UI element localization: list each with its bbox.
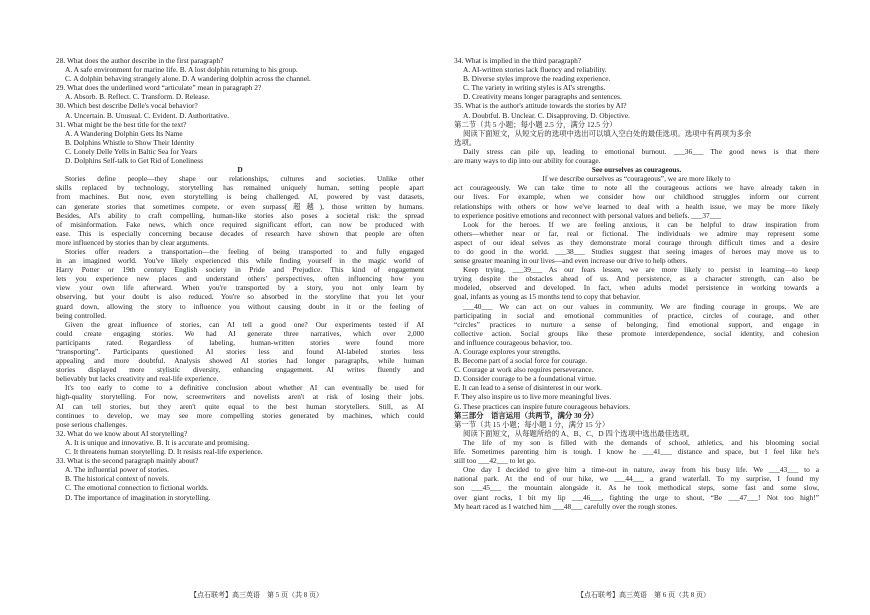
- text-line: to do good in the world. ___38___ Studies suggest that seeing images of heroes may move us to: [454, 246, 819, 256]
- text-line: believably but lacks creativity and real-life experience.: [56, 374, 219, 384]
- text-line: being controlled.: [56, 310, 107, 320]
- text-line: continues to develop, we may see more compelling stories generated by machines, which could: [56, 410, 424, 420]
- text-line: 28. What does the author describe in the first paragraph?: [56, 56, 224, 65]
- text-line: are many ways to dip into our ability for courage.: [454, 156, 601, 166]
- text-line: could create engaging stories. We had AI generate three narratives, which over 2,000: [56, 328, 424, 338]
- text-line: 35. What is the author's attitude towards the stories by AI?: [454, 101, 627, 111]
- text-line: of misinformation. Fake news, which once required significant effort, can now be produced with: [56, 219, 424, 229]
- text-line: to experience positive emotions and reconnect with personal values and beliefs. ___37___: [454, 210, 721, 220]
- text-line: trying despite the obstacles ahead of us. And persistence, as a character strength, can also be: [454, 274, 819, 284]
- text-line: more influenced by stories than by clear arguments.: [56, 237, 209, 247]
- text-line: 30. Which best describe Delle's vocal behavior?: [56, 101, 198, 111]
- text-line: sense greater meaning in our lives—and even increase our drive to help others.: [454, 256, 688, 266]
- page-footer-left: 【点石联考】高三英语 第 5 页（共 8 页）: [190, 591, 323, 599]
- text-line: Keep trying. ___39___ As our fears lessen, we are more likely to persist in learning—to keep: [463, 265, 819, 275]
- text-line: B. Dolphins Whistle to Show Their Identity: [65, 137, 195, 147]
- text-line: C. A dolphin behaving strangely alone. D. A wandering dolphin across the channel.: [65, 74, 311, 84]
- text-line: A. A safe environment for marine life. B. A lost dolphin returning to his group.: [65, 65, 298, 75]
- text-line: C. Lonely Delle Yells in Baltic Sea for Years: [65, 146, 197, 156]
- text-line: C. The variety in writing styles is AI's strengths.: [463, 83, 606, 93]
- text-line: D. Consider courage to be a foundational virtue.: [454, 374, 597, 384]
- text-line: 第二节（共 5 小题；每小题 2.5 分，满分 12.5 分）: [454, 119, 617, 129]
- text-line: A. A Wandering Dolphin Gets Its Name: [65, 128, 183, 138]
- text-line: AI can tell stories, but they aren't quite equal to the best human storytellers. Still, as AI: [56, 401, 424, 411]
- text-line: My heart raced as I watched him ___48___ carefully over the rough stones.: [454, 501, 678, 511]
- text-line: participating in social and emotional communities of practice, circles of courage, and other: [454, 310, 819, 320]
- text-line: Besides, AI's ability to craft compelling, human-like stories also poses a societal risk: the spread: [56, 210, 424, 220]
- text-line: lets you experience new places and understand others' perspectives, often influencing how you: [56, 274, 424, 284]
- text-line: aspect of our ideal selves as they demonstrate moral courage through difficult times and a desire: [454, 237, 819, 247]
- text-line: G. These practices can inspire future courageous behaviors.: [454, 401, 631, 411]
- text-line: One day I decided to give him a time-out in nature, away from his busy life. We ___43___ to a: [463, 465, 819, 475]
- text-line: observing, but your doubt is also reduced. You're so absorbed in the storyline that you let your: [56, 292, 424, 302]
- text-line: 阅读下面短文，从每题所给的 A、B、C、D 四个选项中选出最佳选项。: [463, 428, 695, 438]
- text-line: It's too early to come to a definitive conclusion about whether AI can eventually be used for: [65, 383, 424, 393]
- text-line: 第三部分 语言运用（共两节，满分 30 分）: [454, 410, 599, 420]
- text-line: national park. At the end of our hike, we ___44___ a grand waterfall. To my surprise, I found my: [454, 474, 819, 484]
- text-line: life. Sometimes parenting him is tough. I know he ___41___ distance and space, but I feel like he's: [454, 447, 819, 457]
- text-line: B. Diverse styles improve the reading experience.: [463, 74, 611, 84]
- text-line: “circles” practices to nurture a sense of belonging, find emotional support, and engage in: [454, 319, 819, 329]
- text-line: F. They also inspire us to live more meaningful lives.: [454, 392, 612, 402]
- text-line: C. The emotional connection to fictional worlds.: [65, 483, 209, 493]
- text-line: A. Uncertain. B. Unusual. C. Evident. D. Authoritative.: [65, 110, 230, 120]
- text-line: A. AI-written stories lack fluency and reliability.: [463, 65, 607, 75]
- text-line: Stories define people—they shape our relationships, cultures and societies. Unlike other: [65, 174, 424, 184]
- text-line: collective action. Social groups like these promote interdependence, social identity, and cohesion: [454, 328, 819, 338]
- text-line: D. Creativity means longer paragraphs and sentences.: [463, 92, 622, 102]
- text-line: B. Become part of a social force for courage.: [454, 356, 587, 366]
- text-line: B. The historical context of novels.: [65, 474, 169, 484]
- text-line: 选项。: [454, 137, 477, 147]
- text-line: and influence courageous behavior, too.: [454, 337, 572, 347]
- text-line: relationships with others or how we've learned to deal with a health issue, we may be more likely: [454, 201, 819, 211]
- text-line: ease. This is especially concerning because decades of research have shown that people are often: [56, 228, 424, 238]
- text-line: son ___45___ the mountain alongside it. As he took methodical steps, some fast and some slow,: [454, 483, 819, 493]
- text-line: pose serious challenges.: [56, 419, 128, 429]
- text-line: 32. What do we know about AI storytelling?: [56, 428, 188, 438]
- text-line: still too ___42___ to let go.: [454, 456, 536, 466]
- text-line: Look for the heroes. If we are feeling anxious, it can be helpful to draw inspiration from: [463, 219, 819, 229]
- text-line: D: [237, 165, 243, 175]
- text-line: view your own life afterward. When you're transported by a story, you not only learn by: [56, 283, 424, 293]
- text-line: 31. What might be the best title for the text?: [56, 119, 187, 129]
- text-line: See ourselves as courageous.: [591, 165, 682, 175]
- text-line: D. The importance of imagination in storytelling.: [65, 492, 211, 502]
- text-line: 29. What does the underlined word “articulate” mean in paragraph 2?: [56, 83, 262, 93]
- text-line: guard down, allowing the story to influence you without causing doubt in it or the feeling of: [56, 301, 424, 311]
- text-line: The life of my son is filled with the demands of school, athletics, and his blooming social: [463, 437, 819, 447]
- text-line: stories displayed more stylistic diversity, enhancing engagement. AI writes fluently and: [56, 365, 424, 375]
- text-line: A. It is unique and innovative. B. It is accurate and promising.: [65, 437, 250, 447]
- text-line: modeled, observed and developed. In fact, when adults model persistence in working towards a: [454, 283, 819, 293]
- text-line: over giant rocks, I bit my lip ___46___, fighting the urge to shout, “Be ___47___! Not too high!”: [454, 492, 819, 502]
- page-footer-right: 【点石联考】高三英语 第 6 页（共 8 页）: [577, 591, 710, 599]
- text-line: act courageously. We can take time to note all the courageous actions we have already taken in: [454, 183, 819, 193]
- text-line: participants rated. Regardless of labeling, human-written stories were found more: [56, 337, 424, 347]
- text-line: A. Doubtful. B. Unclear. C. Disapproving. D. Objective.: [463, 110, 630, 120]
- right-column: [454, 56, 819, 511]
- text-line: can generate stories that sometimes compete, or even surpass(超越), those written by humans.: [56, 201, 424, 211]
- text-line: from machines. But now, even storytelling is being challenged. AI, powered by vast datasets,: [56, 192, 424, 202]
- text-line: A. The influential power of stories.: [65, 465, 169, 475]
- text-line: C. It threatens human storytelling. D. It resists real-life experience.: [65, 447, 263, 457]
- left-column: [56, 56, 424, 502]
- text-line: E. It can lead to a sense of disinterest in our work.: [454, 383, 602, 393]
- text-line: in an imagined world. You've likely experienced this while finding yourself in the magic world of: [56, 256, 424, 266]
- text-line: high-quality storytelling. For now, screenwriters and novelists aren't at risk of losing their jobs.: [56, 392, 424, 402]
- text-line: Daily stress can pile up, leading to emotional burnout. ___36___ The good news is that there: [463, 146, 819, 156]
- text-line: ___40___ We can act on our values in community. We are finding courage in groups. We are: [463, 301, 819, 311]
- text-line: 第一节（共 15 小题；每小题 1 分，满分 15 分）: [454, 419, 610, 429]
- text-line: C. Courage at work also requires perseverance.: [454, 365, 594, 375]
- text-line: A. Courage explores your strengths.: [454, 347, 561, 356]
- text-line: 33. What is the second paragraph mainly about?: [56, 456, 199, 466]
- text-line: “transporting”. Participants questioned AI stories less and found AI-labeled stories less: [56, 347, 424, 356]
- text-line: others—whether near or far, real or fictional. The individuals we admire may represent some: [454, 228, 819, 238]
- text-line: If we describe ourselves as “courageous”, we are more likely to: [542, 174, 731, 184]
- text-line: appealing and more doubtful. Analysis showed AI stories had longer paragraphs, while human: [56, 356, 424, 366]
- text-line: 34. What is implied in the third paragraph?: [454, 56, 582, 65]
- text-line: skills replaced by technology, storytelling has remained uniquely human, setting people apart: [56, 183, 424, 193]
- text-line: Given the great influence of stories, can AI tell a good one? Our experiments tested if AI: [65, 319, 424, 329]
- text-line: 阅读下面短文，从短文后的选项中选出可以填入空白处的最佳选项。选项中有两项为多余: [463, 128, 752, 138]
- text-line: our lives. For example, when we consider how our childhood struggles inform our current: [454, 192, 819, 202]
- text-line: goal, infants as young as 15 months tend to copy that behavior.: [454, 292, 641, 302]
- text-line: A. Absorb. B. Reflect. C. Transform. D. Release.: [65, 92, 210, 102]
- text-line: D. Dolphins Self-talk to Get Rid of Loneliness: [65, 156, 203, 166]
- text-line: Stories offer readers a transportation—the feeling of being transported to and fully engaged: [65, 246, 424, 256]
- text-line: Harry Potter or 19th century English society in Pride and Prejudice. This kind of engagement: [56, 265, 424, 275]
